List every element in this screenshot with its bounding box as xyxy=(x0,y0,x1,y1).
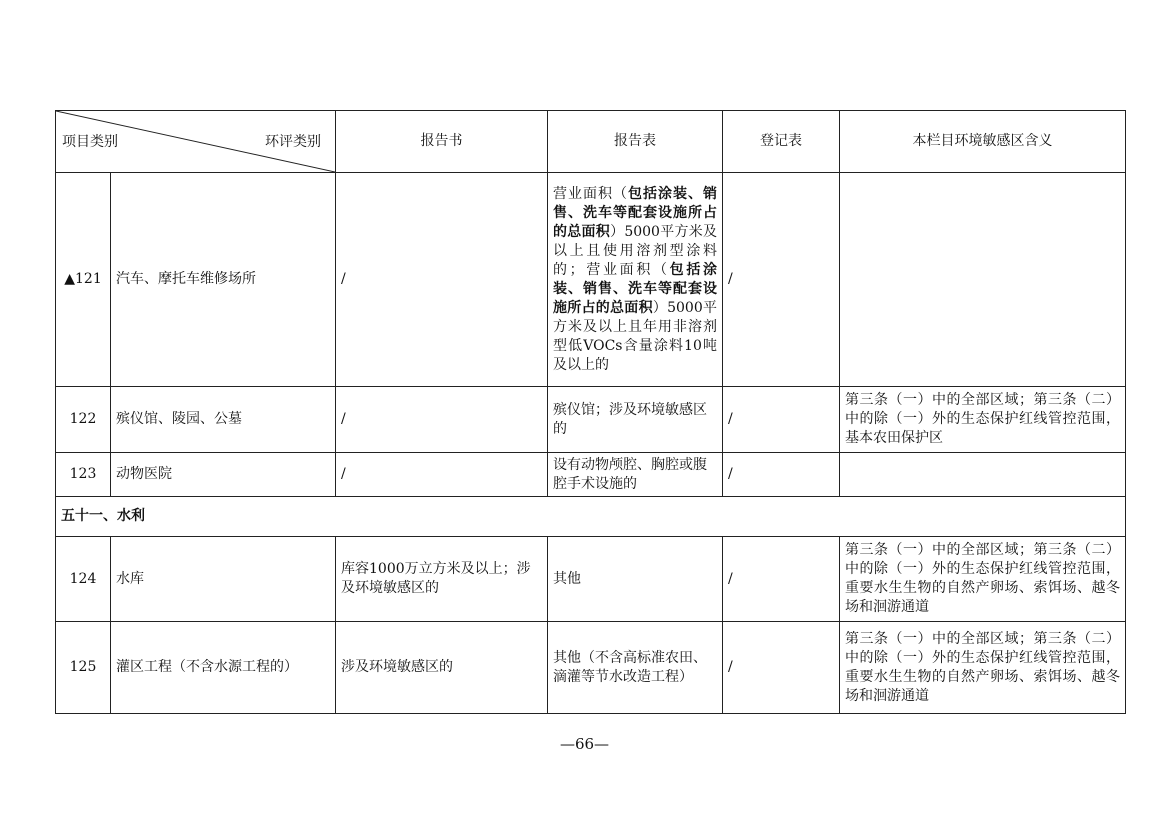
row-sensitive: 第三条（一）中的全部区域；第三条（二）中的除（一）外的生态保护红线管控范围，重要水生生物的自然产卵场、索饵场、越冬场和洄游通道 xyxy=(840,537,1126,622)
row-report-form xyxy=(548,173,723,387)
row-register: / xyxy=(723,387,840,453)
form-text-part: ）5000平方米及以上且使用溶剂型涂料的；营业面积（ xyxy=(553,223,718,278)
header-register-form: 登记表 xyxy=(723,111,840,173)
header-project-category: 项目类别 xyxy=(62,134,118,150)
table-row xyxy=(56,622,1126,714)
row-report-book: / xyxy=(336,453,548,497)
form-bold-part: 包括涂装、销售、洗车等配套设施所占的总面积 xyxy=(553,185,717,240)
row-id: 122 xyxy=(56,387,111,453)
row-report-book: 涉及环境敏感区的 xyxy=(336,622,548,714)
table-row xyxy=(56,537,1126,622)
row-name: 殡仪馆、陵园、公墓 xyxy=(111,387,336,453)
row-name: 灌区工程（不含水源工程的） xyxy=(111,622,336,714)
row-id: ▲121 xyxy=(56,173,111,387)
row-sensitive: 第三条（一）中的全部区域；第三条（二）中的除（一）外的生态保护红线管控范围，基本农田保护区 xyxy=(840,387,1126,453)
row-name: 动物医院 xyxy=(111,453,336,497)
row-report-form: 殡仪馆；涉及环境敏感区的 xyxy=(548,387,723,453)
row-report-form: 其他（不含高标准农田、滴灌等节水改造工程） xyxy=(548,622,723,714)
section-title: 五十一、水利 xyxy=(56,497,1126,537)
row-sensitive xyxy=(840,453,1126,497)
form-bold-part: 包括涂装、销售、洗车等配套设施所占的总面积 xyxy=(553,261,718,316)
row-register: / xyxy=(723,537,840,622)
form-text-part: 营业面积（ xyxy=(553,185,628,202)
row-register: / xyxy=(723,622,840,714)
table-header-row xyxy=(56,111,1126,173)
row-report-book: / xyxy=(336,173,548,387)
section-row xyxy=(56,497,1126,537)
row-sensitive xyxy=(840,173,1126,387)
environmental-classification-table xyxy=(55,110,1126,714)
row-register: / xyxy=(723,453,840,497)
header-report-book: 报告书 xyxy=(336,111,548,173)
page-number: —66— xyxy=(559,735,610,753)
row-report-book: / xyxy=(336,387,548,453)
row-report-book: 库容1000万立方米及以上；涉及环境敏感区的 xyxy=(336,537,548,622)
row-register: / xyxy=(723,173,840,387)
table-row xyxy=(56,387,1126,453)
header-report-form: 报告表 xyxy=(548,111,723,173)
header-diagonal-cell xyxy=(56,111,336,173)
row-name: 汽车、摩托车维修场所 xyxy=(111,173,336,387)
row-sensitive: 第三条（一）中的全部区域；第三条（二）中的除（一）外的生态保护红线管控范围，重要水生生物的自然产卵场、索饵场、越冬场和洄游通道 xyxy=(840,622,1126,714)
row-report-form: 其他 xyxy=(548,537,723,622)
row-report-form: 设有动物颅腔、胸腔或腹腔手术设施的 xyxy=(548,453,723,497)
table-row xyxy=(56,173,1126,387)
row-id: 123 xyxy=(56,453,111,497)
header-eia-category: 环评类别 xyxy=(265,134,321,150)
row-id: 124 xyxy=(56,537,111,622)
form-text-part: ）5000平方米及以上且年用非溶剂型低VOCs含量涂料10吨及以上的 xyxy=(553,299,717,373)
row-id: 125 xyxy=(56,622,111,714)
table-row xyxy=(56,453,1126,497)
header-sensitive-area: 本栏目环境敏感区含义 xyxy=(840,111,1126,173)
row-name: 水库 xyxy=(111,537,336,622)
